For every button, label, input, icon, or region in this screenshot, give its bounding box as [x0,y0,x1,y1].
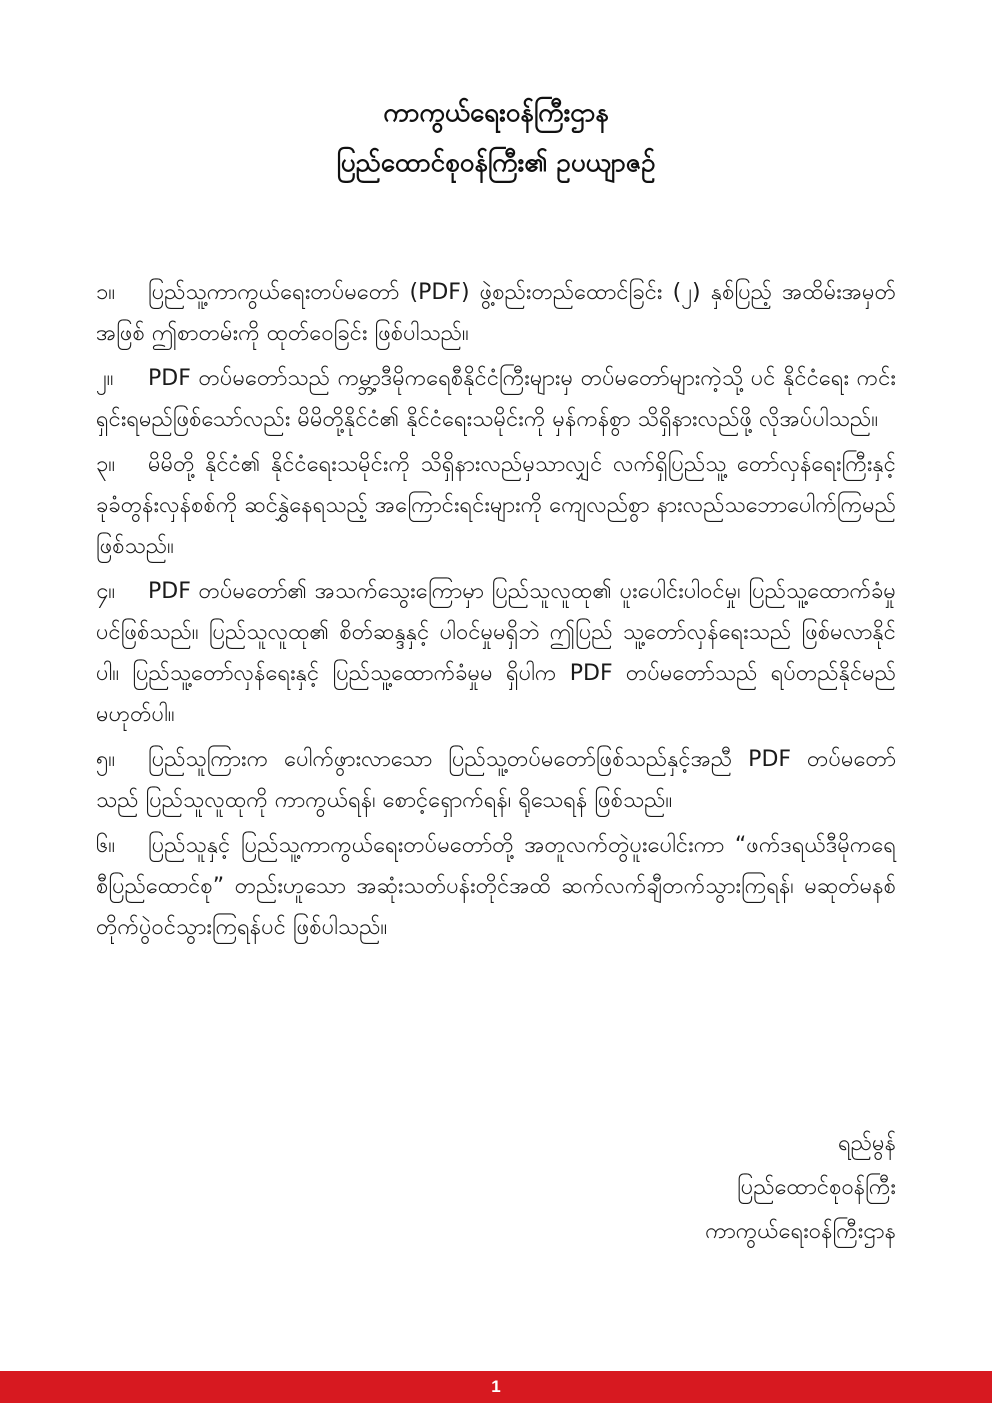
page-number: 1 [491,1377,501,1396]
page-subtitle: ပြည်ထောင်စုဝန်ကြီး၏ ဥပယျာဇဉ် [336,148,656,178]
body-text [96,272,896,952]
paragraph-number: ၂။ [96,366,114,391]
paragraph-1 [96,272,896,354]
paragraph-6 [96,825,896,948]
paragraph-5 [96,739,896,821]
paragraph-text: ပြည်သူ့ကာကွယ်ရေးတပ်မတော် (PDF) ဖွဲ့စည်းတည်ထောင်ခြင်း (၂) နှစ်ပြည့် အထိမ်းအမှတ်အဖြစ် ဤစာတမ်းကို ထုတ်ဝေခြင်း ဖြစ်ပါသည်။ [96,280,896,346]
paragraph-number: ၅။ [96,747,116,772]
paragraph-number: ၁။ [96,280,116,305]
paragraph-text: PDF တပ်မတော်၏ အသက်သွေးကြောမှာ ပြည်သူလူထု၏ ပူးပေါင်းပါဝင်မှု၊ ပြည်သူ့ထောက်ခံမှုပင်ဖြစ်သည်။ ပြည်သူလူထု၏ စိတ်ဆန္ဒနှင့် ပါဝင်မှုမရှိဘဲ ဤပြည် သူ့တော်လှန်ရေးသည် ဖြစ်မလာနိုင်ပါ။ ပြည်သူ့တော်လှန်ရေးနှင့် ပြည်သူ့ထောက်ခံမှုမ ရှိပါက PDF တပ်မတော်သည် ရပ်တည်နိုင်မည် မဟုတ်ပါ။ [96,579,896,727]
paragraph-text: ပြည်သူကြားက ပေါက်ဖွားလာသော ပြည်သူ့တပ်မတော်ဖြစ်သည်နှင့်အညီ PDF တပ်မတော်သည် ပြည်သူလူထုကို ကာကွယ်ရန်၊ စောင့်ရှောက်ရန်၊ ရိုသေရန် ဖြစ်သည်။ [96,747,896,813]
paragraph-number: ၆။ [96,833,116,858]
signatory-title: ပြည်ထောင်စုဝန်ကြီး [737,1175,896,1200]
paragraph-2 [96,358,896,440]
signatory-name: ရည်မွန် [838,1131,896,1156]
paragraph-number: ၃။ [96,452,116,477]
paragraph-number: ၄။ [96,579,116,604]
page-title: ကာကွယ်ရေးဝန်ကြီးဌာန [383,98,609,128]
paragraph-text: မိမိတို့ နိုင်ငံ၏ နိုင်ငံရေးသမိုင်းကို သိရှိနားလည်မှသာလျှင် လက်ရှိပြည်သူ့ တော်လှန်ရေးကြီးနှင့် ခုခံတွန်းလှန်စစ်ကို ဆင်နွှဲနေရသည့် အကြောင်းရင်းများကို ကျေလည်စွာ နားလည်သဘောပေါက်ကြမည်ဖြစ်သည်။ [96,452,896,559]
signature-block [705,1122,896,1254]
footer-bar [0,1371,992,1403]
title-block [0,88,992,188]
paragraph-text: PDF တပ်မတော်သည် ကမ္ဘာ့ဒီမိုကရေစီနိုင်ငံကြီးများမှ တပ်မတော်များကဲ့သို့ ပင် နိုင်ငံရေး ကင်းရှင်းရမည်ဖြစ်သော်လည်း မိမိတို့နိုင်ငံ၏ နိုင်ငံရေးသမိုင်းကို မှန်ကန်စွာ သိရှိနားလည်ဖို့ လိုအပ်ပါသည်။ [96,366,896,432]
paragraph-4 [96,571,896,735]
paragraph-3 [96,444,896,567]
signatory-ministry: ကာကွယ်ရေးဝန်ကြီးဌာန [705,1219,896,1244]
paragraph-text: ပြည်သူနှင့် ပြည်သူ့ကာကွယ်ရေးတပ်မတော်တို့ အတူလက်တွဲပူးပေါင်းကာ “ဖက်ဒရယ်ဒီမိုကရေစီပြည်ထောင်စု” တည်းဟူသော အဆုံးသတ်ပန်းတိုင်အထိ ဆက်လက်ချီတက်သွားကြရန်၊ မဆုတ်မနစ် တိုက်ပွဲဝင်သွားကြရန်ပင် ဖြစ်ပါသည်။ [96,833,896,940]
